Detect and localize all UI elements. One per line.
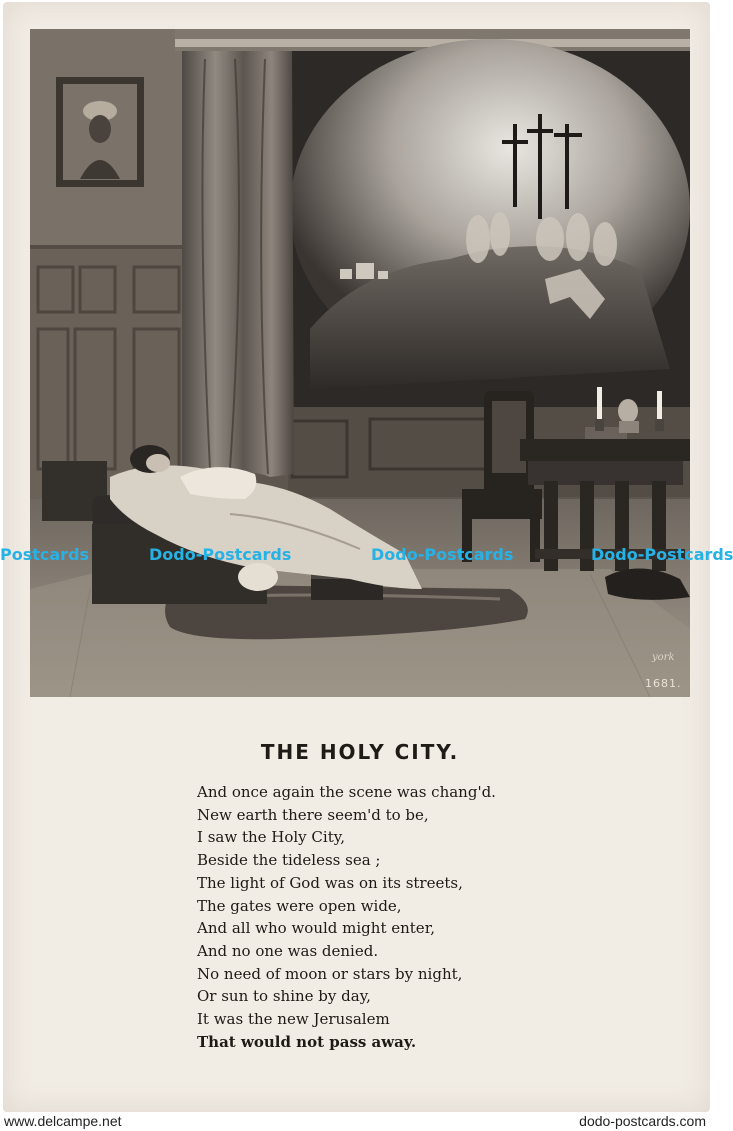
- poem-line: And all who would might enter,: [197, 919, 435, 938]
- poem-text: [197, 781, 617, 1053]
- footer-site-left[interactable]: www.delcampe.net: [4, 1113, 122, 1129]
- poem-line: No need of moon or stars by night,: [197, 964, 463, 983]
- studio-mark: york: [652, 652, 675, 663]
- poem-line: And once again the scene was chang'd.: [197, 783, 496, 801]
- watermark-text: Postcards: [0, 545, 90, 564]
- postcard: [3, 2, 710, 1112]
- poem-line: It was the new Jerusalem: [197, 1010, 390, 1029]
- poem-line: That would not pass away.: [197, 1032, 417, 1051]
- photograph: [30, 29, 690, 697]
- poem-line: Or sun to shine by day,: [197, 987, 371, 1006]
- poem-line: New earth there seem'd to be,: [197, 805, 429, 824]
- poem-line: And no one was denied.: [197, 941, 379, 960]
- framed-portrait: [56, 77, 144, 187]
- poem-title: THE HOLY CITY.: [260, 740, 460, 764]
- watermark-text: Dodo-Postcards: [371, 545, 514, 564]
- poem-line: The light of God was on its streets,: [197, 873, 463, 892]
- poem-line: The gates were open wide,: [197, 896, 402, 915]
- watermark-text: Dodo-Postcards: [149, 545, 292, 564]
- scene-illustration: [30, 29, 690, 697]
- watermark-text: Dodo-Postcards: [591, 545, 733, 564]
- poem-line: Beside the tideless sea ;: [197, 851, 381, 870]
- poem-line: I saw the Holy City,: [197, 828, 345, 847]
- footer-site-right[interactable]: dodo-postcards.com: [579, 1113, 706, 1129]
- plate-number: 1681.: [645, 677, 682, 690]
- dropped-mask: [238, 563, 278, 591]
